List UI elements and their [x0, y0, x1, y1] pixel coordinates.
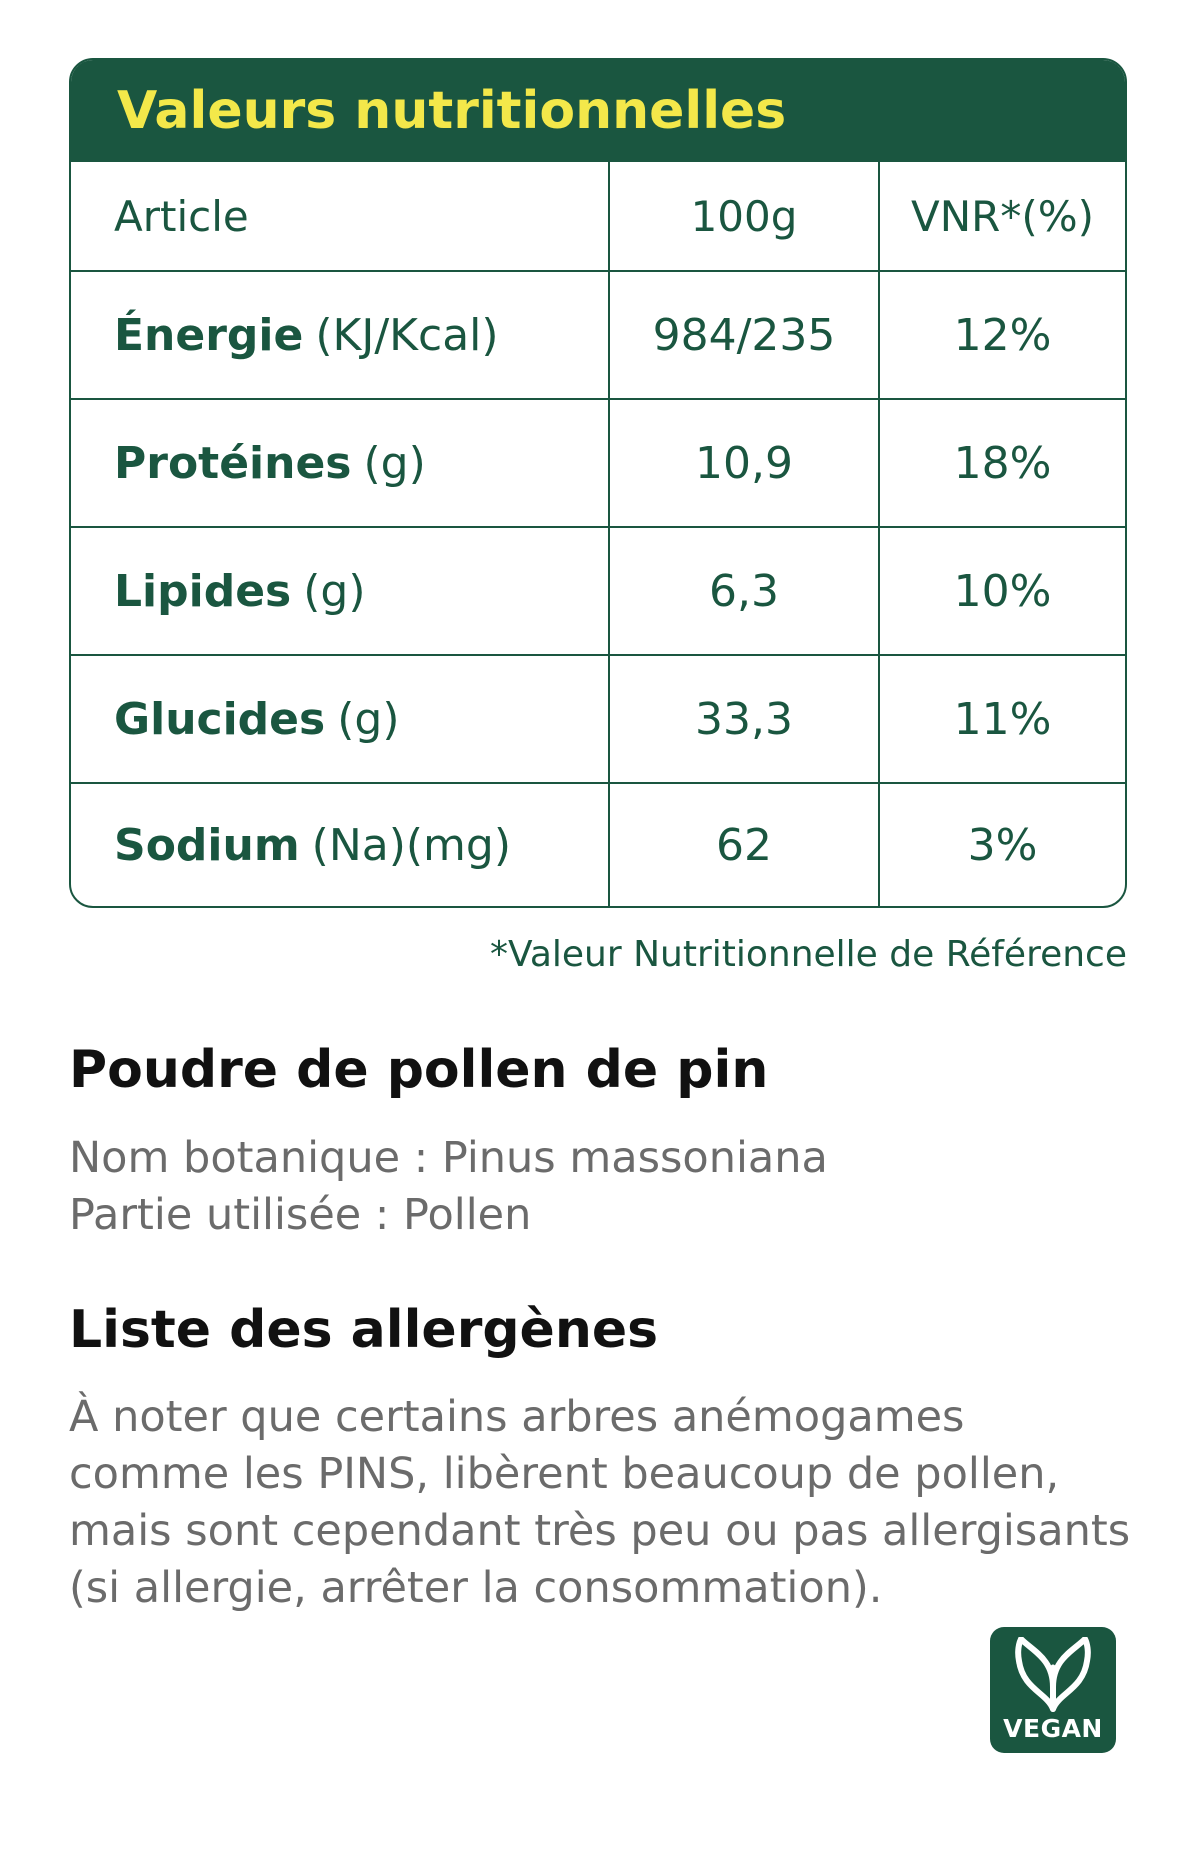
- nutrient-name: Lipides: [114, 565, 292, 617]
- product-details: [69, 1130, 828, 1244]
- nutrient-value: 10,9: [610, 400, 880, 526]
- table-header-row: [71, 162, 1125, 270]
- row-label: [71, 656, 610, 782]
- table-row-proteines: [71, 398, 1125, 526]
- nutrition-table: [69, 58, 1127, 908]
- nutrient-name: Sodium: [114, 819, 300, 871]
- header-100g: 100g: [610, 162, 880, 270]
- nutrition-title: Valeurs nutritionnelles: [71, 60, 1125, 162]
- row-label: [71, 784, 610, 906]
- row-label: [71, 272, 610, 398]
- table-row-sodium: [71, 782, 1125, 906]
- nutrient-unit: (Na)(mg): [311, 819, 512, 871]
- table-row-energie: [71, 270, 1125, 398]
- row-label: [71, 400, 610, 526]
- header-article: Article: [71, 162, 610, 270]
- allergens-line: À noter que certains arbres anémogames: [69, 1392, 965, 1442]
- nutrient-unit: (KJ/Kcal): [315, 309, 499, 361]
- nutrient-vnr: 11%: [953, 693, 1052, 745]
- allergens-text: [69, 1389, 1130, 1617]
- botanical-name-line: Nom botanique : Pinus massoniana: [69, 1133, 828, 1183]
- table-row-lipides: [71, 526, 1125, 654]
- nutrient-name: Protéines: [114, 437, 352, 489]
- allergens-line: (si allergie, arrêter la consommation).: [69, 1563, 883, 1613]
- nutrient-vnr: 12%: [953, 309, 1052, 361]
- nutrient-unit: (g): [303, 565, 366, 617]
- table-row-glucides: [71, 654, 1125, 782]
- allergens-line: mais sont cependant très peu ou pas allergisants: [69, 1506, 1131, 1556]
- nutrient-unit: (g): [337, 693, 400, 745]
- part-used-line: Partie utilisée : Pollen: [69, 1190, 532, 1240]
- nutrient-value: 62: [610, 784, 880, 906]
- nutrient-value: 6,3: [610, 528, 880, 654]
- nutrient-vnr: 18%: [953, 437, 1052, 489]
- leaves-icon: [1013, 1637, 1093, 1713]
- nutrient-value: 33,3: [610, 656, 880, 782]
- nutrient-vnr: 10%: [953, 565, 1052, 617]
- nutrient-name: Énergie: [114, 309, 304, 361]
- nutrient-unit: (g): [363, 437, 426, 489]
- allergens-line: comme les PINS, libèrent beaucoup de pollen,: [69, 1449, 1060, 1499]
- nutrient-name: Glucides: [114, 693, 326, 745]
- header-vnr: VNR*(%): [910, 191, 1094, 241]
- nutrient-value: 984/235: [610, 272, 880, 398]
- nutrient-vnr: 3%: [967, 819, 1038, 871]
- vegan-label: VEGAN: [1003, 1714, 1103, 1743]
- vnr-footnote: *Valeur Nutritionnelle de Référence: [489, 934, 1127, 975]
- allergens-title: Liste des allergènes: [69, 1300, 659, 1360]
- product-title: Poudre de pollen de pin: [69, 1040, 769, 1100]
- vegan-badge: [990, 1627, 1116, 1753]
- row-label: [71, 528, 610, 654]
